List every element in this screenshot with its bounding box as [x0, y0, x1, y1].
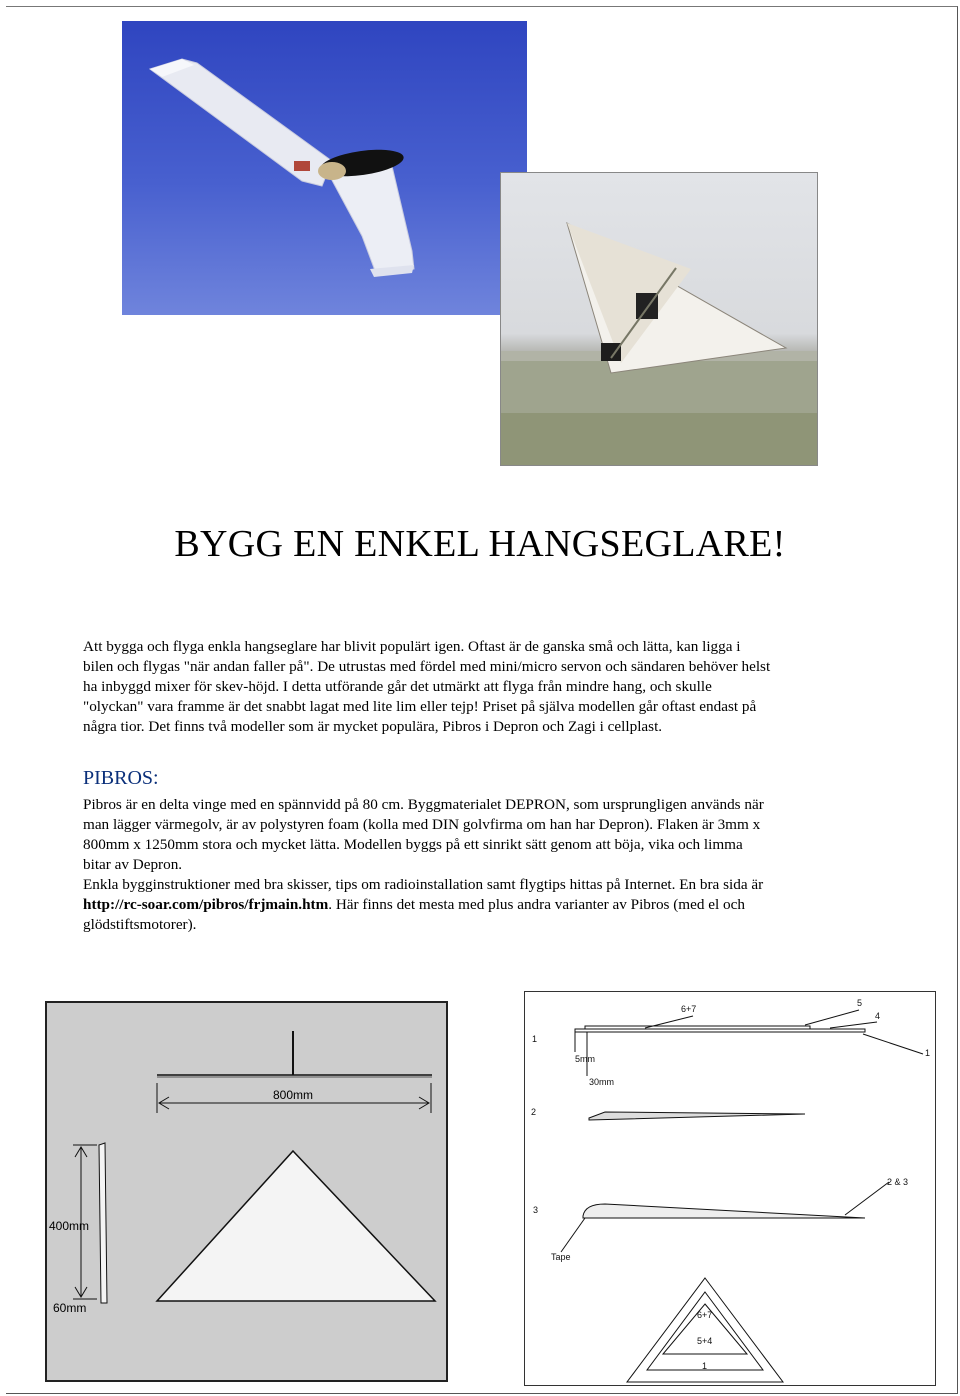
label-4: 4 [875, 1011, 881, 1021]
intro-paragraph [83, 637, 883, 737]
delta-wing-illustration [501, 173, 817, 465]
label-5: 5 [857, 998, 863, 1008]
flying-wing-illustration [122, 21, 527, 315]
delta-wing-photo [500, 172, 818, 466]
label-2-and-3: 2 & 3 [887, 1177, 909, 1187]
section-heading: PIBROS: [83, 767, 159, 789]
label-2: 2 [531, 1107, 537, 1117]
triangle-label-6-7: 6+7 [697, 1310, 713, 1320]
pibros-link-line [83, 895, 883, 915]
intro-line: ha inbyggd mixer för skev-höjd. I detta utförande går det utmärkt att flyga från mindre hang, och skulle [83, 678, 712, 695]
pibros-link-tail: . Här finns det mesta med plus andra varianter av Pibros (med el och [328, 896, 745, 913]
fin-label: 60mm [53, 1301, 87, 1315]
pibros-line: 800mm x 1250mm stora och mycket lätta. Modellen byggs på ett sinrikt sätt genom att böja, vika och limma [83, 836, 743, 853]
label-30mm: 30mm [589, 1077, 615, 1087]
pibros-paragraph [83, 795, 883, 935]
tape-label: Tape [551, 1252, 571, 1262]
page-title: BYGG EN ENKEL HANGSEGLARE! [174, 523, 786, 565]
section-drawing [525, 992, 935, 1385]
label-1: 1 [532, 1034, 538, 1044]
label-5mm: 5mm [575, 1054, 595, 1064]
label-1-right: 1 [925, 1048, 931, 1058]
section-diagram [524, 991, 936, 1386]
intro-line: bilen och flygas "när andan faller på". De utrustas med fördel med mini/micro servon och sändaren behöver helst [83, 658, 771, 675]
triangle-label-1: 1 [702, 1361, 708, 1371]
label-6-7: 6+7 [681, 1004, 697, 1014]
pibros-line: Pibros är en delta vinge med en spännvidd på 80 cm. Byggmaterialet DEPRON, som ursprungligen används när [83, 796, 764, 813]
intro-line: Att bygga och flyga enkla hangseglare har blivit populärt igen. Oftast är de ganska små och lätta, kan ligga i [83, 638, 741, 655]
label-3: 3 [533, 1205, 539, 1215]
height-label: 400mm [49, 1219, 90, 1233]
intro-line: några tior. Det finns två modeller som är mycket populära, Pibros i Depron och Zagi i cellplast. [83, 718, 663, 735]
flying-wing-photo [122, 21, 527, 315]
pibros-link[interactable]: http://rc-soar.com/pibros/frjmain.htm [83, 896, 329, 913]
planform-drawing [47, 1003, 446, 1380]
pibros-line: man lägger värmegolv, är av polystyren foam (kolla med DIN golvfirma om han har Depron). Flaken är 3mm x [83, 816, 761, 833]
intro-line: "olyckan" vara framme är det snabbt lagat med lite lim eller tejp! Priset på själva modellen går oftast endast på [83, 698, 757, 715]
planform-diagram [45, 1001, 448, 1382]
pibros-line: bitar av Depron. [83, 856, 183, 873]
span-label: 800mm [272, 1088, 314, 1102]
triangle-label-5-4: 5+4 [697, 1336, 713, 1346]
pibros-line: Enkla bygginstruktioner med bra skisser, tips om radioinstallation samt flygtips hittas på Internet. En bra sida är [83, 876, 764, 893]
pibros-line: glödstiftsmotorer). [83, 916, 197, 933]
